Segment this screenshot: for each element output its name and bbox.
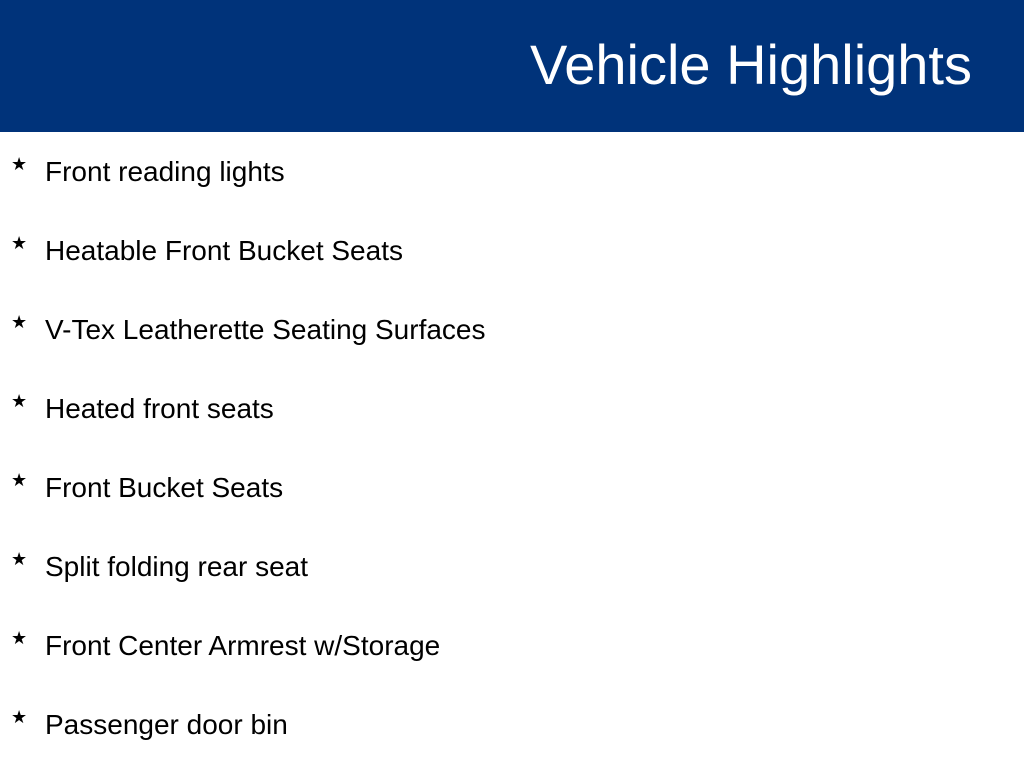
list-item-label: Front Bucket Seats [45, 472, 284, 503]
title-banner [0, 0, 1024, 132]
list-item-label: Front Center Armrest w/Storage [45, 630, 441, 661]
page-title: Vehicle Highlights [529, 33, 972, 96]
star-icon: ★ [11, 707, 28, 728]
star-icon: ★ [11, 233, 28, 254]
list-item-label: Front reading lights [45, 156, 285, 187]
list-item-label: V-Tex Leatherette Seating Surfaces [45, 314, 486, 345]
star-icon: ★ [11, 549, 28, 570]
list-item-label: Split folding rear seat [45, 551, 309, 582]
list-item-label: Heatable Front Bucket Seats [45, 235, 403, 266]
list-item-label: Passenger door bin [45, 709, 288, 740]
star-icon: ★ [11, 391, 28, 412]
star-icon: ★ [11, 312, 28, 333]
list-item-label: Heated front seats [45, 393, 274, 424]
star-icon: ★ [11, 628, 28, 649]
star-icon: ★ [11, 154, 28, 175]
star-icon: ★ [11, 470, 28, 491]
